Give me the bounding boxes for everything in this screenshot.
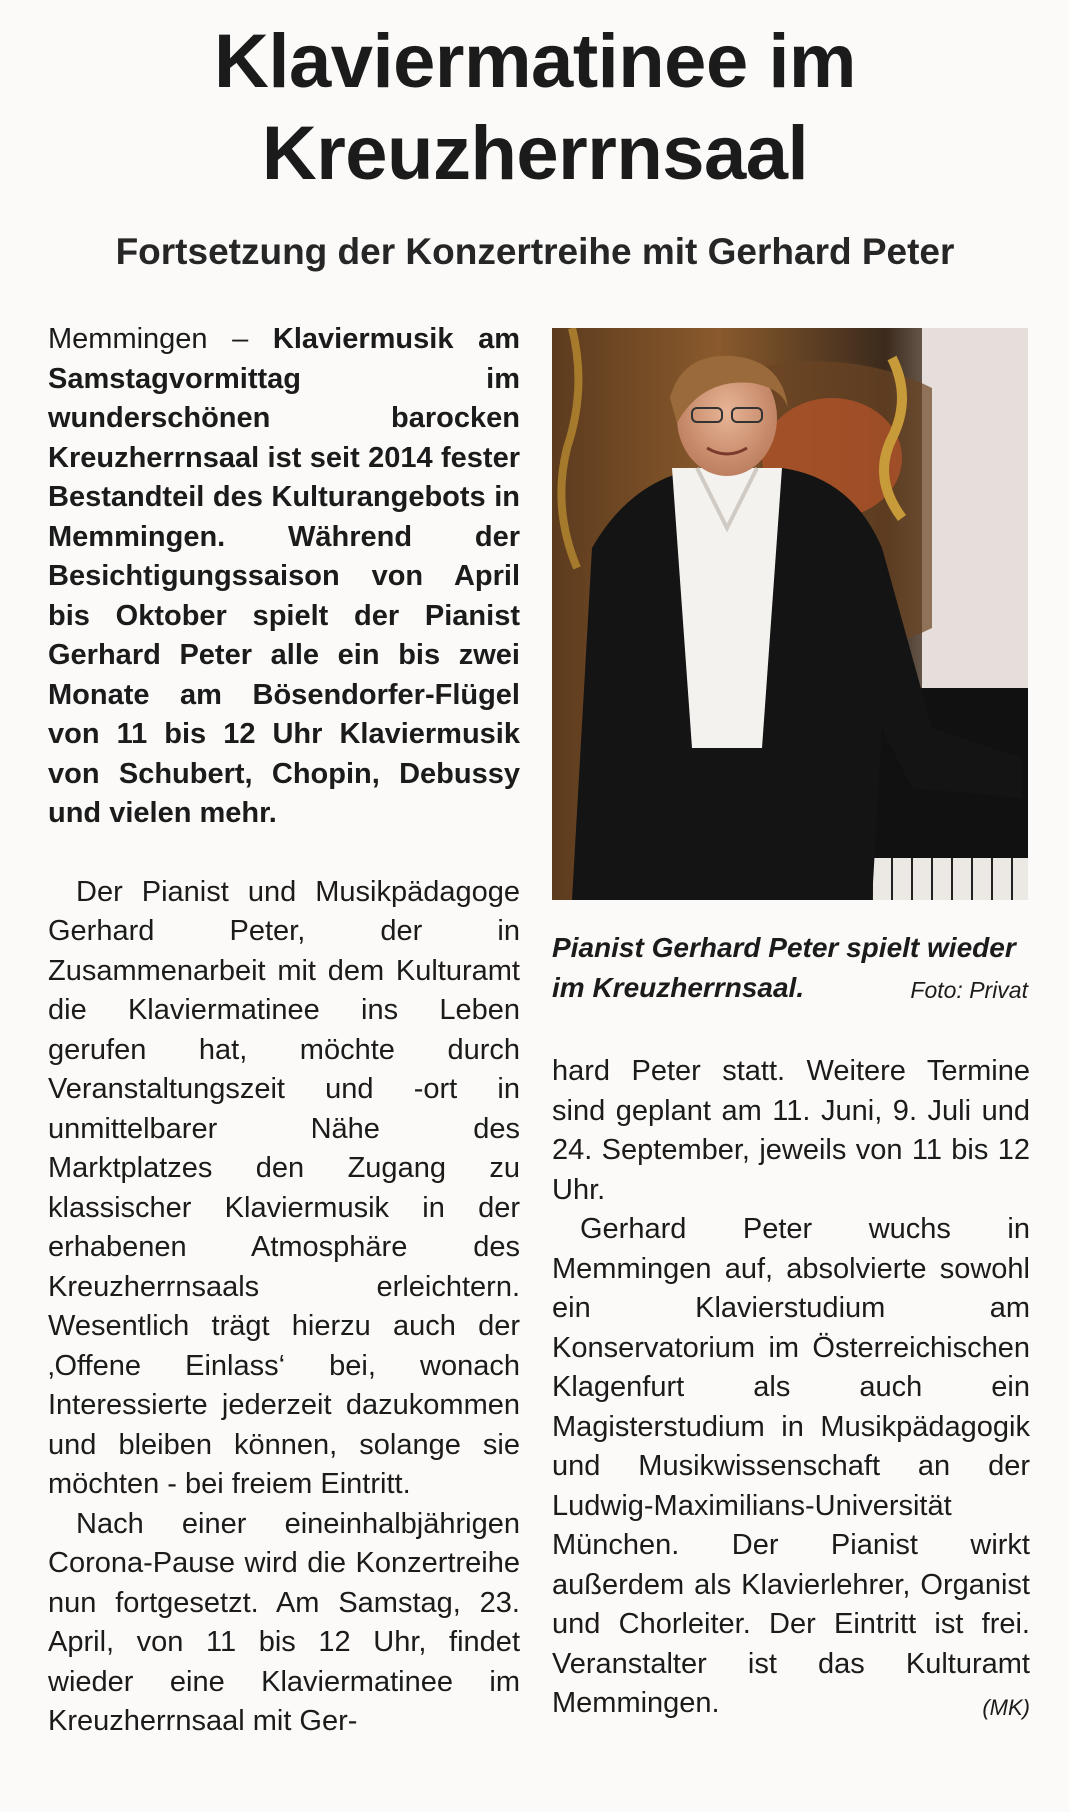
dateline: Memmingen – (48, 323, 273, 355)
headline (40, 16, 1030, 200)
pianist-photo-illustration (552, 328, 1028, 900)
article-column-left (48, 320, 520, 1742)
pianist-photo (552, 328, 1028, 900)
body-paragraph-3-text: Gerhard Peter wuchs in Memmingen auf, absolvierte sowohl ein Klavierstudium am Konservatorium im Österreichischen Klagenfurt als auch ein Magisterstudium in Musikpädagogik und Musikwissenschaft an der Ludwig-Maximilians-Universität München. Der Pianist wirkt außerdem als Klavierlehrer, Organist und Chorleiter. Der Eintritt ist frei. Veranstalter ist das Kulturamt Memmingen. (552, 1213, 1030, 1719)
body-paragraph-2-continued: hard Peter statt. Weitere Termine sind geplant am 11. Juni, 9. Juli und 24. September, jeweils von 11 bis 12 Uhr. (552, 1055, 1030, 1206)
author-initials: (MK) (982, 1695, 1030, 1720)
headline-line-1: Klaviermatinee im (213, 19, 857, 104)
headline-line-2: Kreuzherrnsaal (261, 111, 809, 196)
body-paragraph-1: Der Pianist und Musikpädagoge Gerhard Peter, der in Zusammenarbeit mit dem Kulturamt die Klaviermatinee ins Leben gerufen hat, möchte durch Veranstaltungszeit und -ort in unmittelbarer Nähe des Marktplatzes den Zugang zu klassischer Klaviermusik in der erhabenen Atmosphäre des Kreuzherrnsaals erleichtern. Wesentlich trägt hierzu auch der ‚Offene Einlass‘ bei, wonach Interessierte jederzeit dazukommen und bleiben können, solange sie möchten - bei freiem Eintritt. (48, 875, 520, 1500)
caption-text: Pianist Gerhard Peter spielt wieder im Kreuzherrnsaal. (552, 932, 1016, 1003)
lead-text: Klaviermusik am Samstagvormittag im wunderschönen barocken Kreuzherrnsaal ist seit 2014 fester Bestandteil des Kulturangebots in Memmingen. Während der Besichtigungssaison von April bis Oktober spielt der Pianist Gerhard Peter alle ein bis zwei Monate am Bösendorfer-Flügel von 11 bis 12 Uhr Klaviermusik von Schubert, Chopin, Debussy und vielen mehr. (48, 323, 520, 829)
photo-credit: Foto: Privat (910, 977, 1028, 1003)
photo-caption (552, 928, 1028, 1010)
lead-paragraph (48, 320, 520, 834)
article-column-right (552, 1052, 1030, 1728)
body-paragraph-3 (552, 1210, 1030, 1724)
subheadline: Fortsetzung der Konzertreihe mit Gerhard Peter (115, 231, 955, 272)
body-paragraph-2: Nach einer eineinhalbjährigen Corona-Pause wird die Konzertreihe nun fortgesetzt. Am Samstag, 23. April, von 11 bis 12 Uhr, findet wieder eine Klaviermatinee im Kreuzherrnsaal mit Ger- (48, 1507, 520, 1737)
